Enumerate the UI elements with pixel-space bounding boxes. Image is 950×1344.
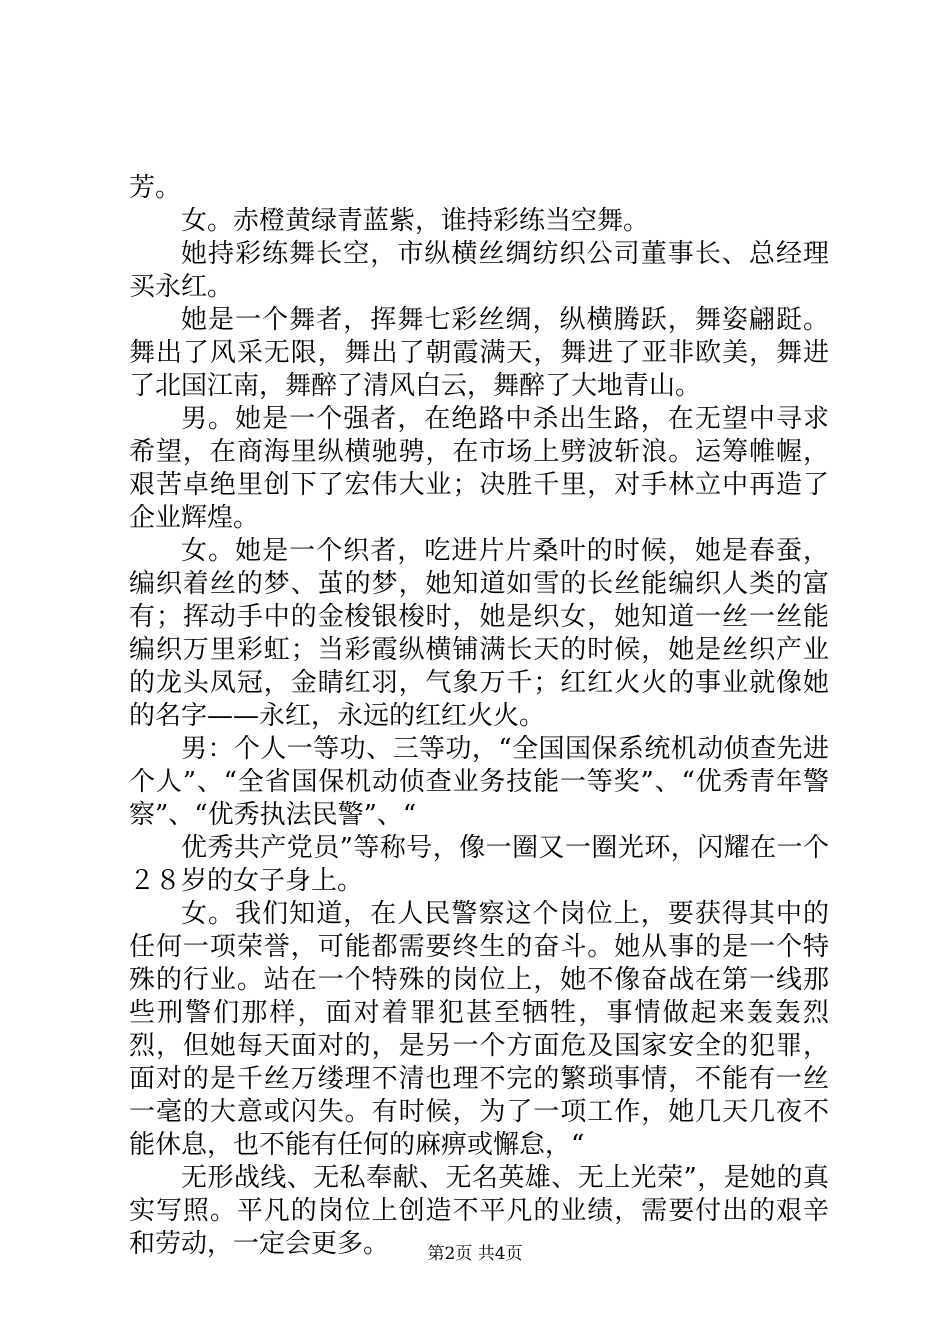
paragraph: 女。赤橙黄绿青蓝紫，谁持彩练当空舞。 — [181, 206, 650, 236]
paragraph: 男。她是一个强者，在绝路中杀出生路，在无望中寻求希望，在商海里纵横驰骋，在市场上劈波斩浪。运筹帷幄，艰苦卓绝里创下了宏伟大业；决胜千里，对手林立中再造了企业辉煌。 — [129, 404, 829, 533]
paragraph: 女。她是一个织者，吃进片片桑叶的时候，她是春蚕，编织着丝的梦、茧的梦，她知道如雪的长丝能编织人类的富有；挥动手中的金梭银梭时，她是织女，她知道一丝一丝能编织万里彩虹；当彩霞纵横铺满长天的时候，她是丝织产业的龙头凤冠，金睛红羽，气象万千；红红火火的事业就像她的名字——永红，永远的红红火火。 — [129, 536, 829, 731]
document-body — [129, 172, 829, 1261]
paragraph: 芳。 — [129, 173, 182, 203]
paragraph: 女。我们知道，在人民警察这个岗位上，要获得其中的任何一项荣誉，可能都需要终生的奋斗。她从事的是一个特殊的行业。站在一个特殊的岗位上，她不像奋战在第一线那些刑警们那样，面对着罪犯甚至牺牲，事情做起来轰轰烈烈，但她每天面对的，是另一个方面危及国家安全的犯罪，面对的是千丝万缕理不清也理不完的繁琐事情，不能有一丝一毫的大意或闪失。有时候，为了一项工作，她几天几夜不能休息，也不能有任何的麻痹或懈怠，“ — [129, 899, 829, 1160]
paragraph: 优秀共产党员”等称号，像一圈又一圈光环，闪耀在一个２８岁的女子身上。 — [129, 833, 829, 896]
paragraph: 她持彩练舞长空，市纵横丝绸纺织公司董事长、总经理买永红。 — [129, 239, 829, 302]
page-number-footer: 第2页 共4页 — [427, 1244, 523, 1264]
paragraph: 她是一个舞者，挥舞七彩丝绸，纵横腾跃，舞姿翩跹。舞出了风采无限，舞出了朝霞满天，舞进了亚非欧美，舞进了北国江南，舞醉了清风白云，舞醉了大地青山。 — [129, 305, 829, 401]
paragraph: 无形战线、无私奉献、无名英雄、无上光荣”，是她的真实写照。平凡的岗位上创造不平凡的业绩，需要付出的艰辛和劳动，一定会更多。 — [129, 1163, 829, 1259]
paragraph: 男：个人一等功、三等功，“全国国保系统机动侦查先进个人”、“全省国保机动侦查业务技能一等奖”、“优秀青年警察”、“优秀执法民警”、“ — [129, 734, 829, 830]
